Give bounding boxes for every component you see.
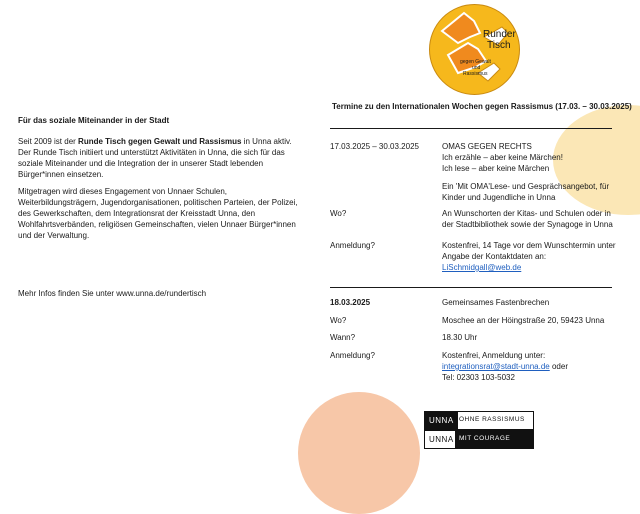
badge-mit-courage <box>424 430 534 449</box>
event2-tel: Tel: 02303 103-5032 <box>442 373 515 382</box>
event1-where-label: Wo? <box>330 209 347 218</box>
event1-line2: Ich erzähle – aber keine Märchen! <box>442 153 563 162</box>
more-info <box>18 288 300 299</box>
intro-bold: Runde Tisch gegen Gewalt und Rassismus <box>78 137 242 146</box>
event1-desc: Ein 'Mit OMA'Lese- und Gesprächsangebot, für Kinder und Jugendliche in Unna <box>442 182 610 202</box>
more-info-text[interactable]: Mehr Infos finden Sie unter www.unna.de/rundertisch <box>18 289 207 298</box>
logo-line5: Rassismus <box>463 71 488 77</box>
runder-tisch-logo <box>428 3 521 96</box>
logo-line3: gegen Gewalt <box>460 59 491 65</box>
event1-signup-label: Anmeldung? <box>330 241 375 250</box>
event1-title: OMAS GEGEN RECHTS <box>442 142 532 151</box>
event2-email-row <box>442 361 617 372</box>
event2-or: oder <box>549 362 568 371</box>
event2-where-label: Wo? <box>330 316 347 325</box>
badge2-text: MIT COURAGE <box>459 435 511 442</box>
terms-title: Termine zu den Internationalen Wochen gegen Rassismus (17.03. – 30.03.2025) <box>332 102 632 111</box>
event1-email-row <box>442 262 617 273</box>
left-heading <box>18 115 300 126</box>
event2-title: Gemeinsames Fastenbrechen <box>442 298 550 307</box>
event1-line3: Ich lese – aber keine Märchen <box>442 164 550 173</box>
event2-where: Moschee an der Höingstraße 20, 59423 Unna <box>442 316 605 325</box>
event2-signup-label: Anmeldung? <box>330 351 375 360</box>
intro-post: in Unna aktiv. Der Runde Tisch initiiert und unterstützt Aktivitäten in Unna, die sich für das soziale Miteinander und die Integration der in unserer Stadt lebenden Bürger*innen einsetzen. <box>18 137 292 179</box>
event2-when: 18.30 Uhr <box>442 333 478 342</box>
badge-ohne-rassismus <box>424 411 534 430</box>
badge1-divider <box>454 414 455 427</box>
event2-email-link[interactable]: integrationsrat@stadt-unna.de <box>442 362 550 371</box>
event1-signup: Kostenfrei, 14 Tage vor dem Wunschtermin unter Angabe der Kontaktdaten an: <box>442 241 616 261</box>
logo-line4: und <box>472 65 481 71</box>
intro-paragraph <box>18 136 300 180</box>
badge1-unna: UNNA <box>425 412 458 429</box>
logo-line2: Tisch <box>487 40 511 51</box>
event1-email-link[interactable]: LiSchmidgall@web.de <box>442 263 522 272</box>
event2-when-label: Wann? <box>330 333 356 342</box>
support-text: Mitgetragen wird dieses Engagement von Unnaer Schulen, Weiterbildungsträgern, Jugendorganisationen, politischen Parteien, der Polizei, des Gewerkschaften, dem Integrationsrat der Kreisstadt Unna, den Wohlfahrtsverbänden, religiösen Gemeinschaften, vielen Unnaer Bürger*innen und der Verwaltung. <box>18 187 298 240</box>
support-paragraph <box>18 186 300 241</box>
divider-middle <box>330 287 612 288</box>
intro-pre: Seit 2009 ist der <box>18 137 79 146</box>
divider-top <box>330 128 612 129</box>
logo-line1: Runder <box>483 29 516 40</box>
event1-where: An Wunschorten der Kitas- und Schulen oder in der Stadtbibliothek sowie der Synagoge in Unna <box>442 209 613 229</box>
badge2-unna: UNNA <box>429 435 454 444</box>
badge1-text: OHNE RASSISMUS <box>459 416 525 423</box>
event1-date: 17.03.2025 – 30.03.2025 <box>330 142 419 151</box>
event2-date: 18.03.2025 <box>330 298 371 307</box>
section-heading: Für das soziale Miteinander in der Stadt <box>18 116 170 125</box>
event2-signup: Kostenfrei, Anmeldung unter: <box>442 351 546 360</box>
decorative-circle-peach <box>298 392 420 514</box>
